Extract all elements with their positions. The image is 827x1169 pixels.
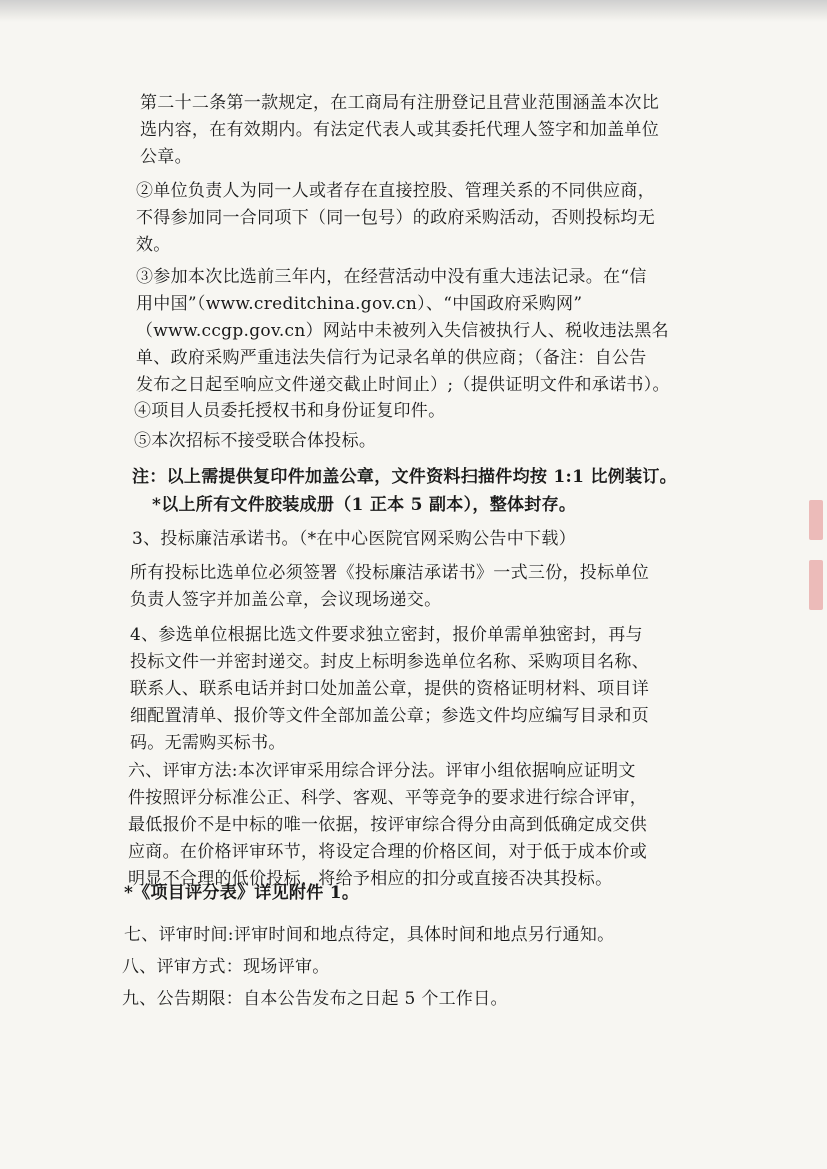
section-7-review-time: 七、评审时间:评审时间和地点待定，具体时间和地点另行通知。 <box>124 925 615 945</box>
scoring-table-note: *《项目评分表》详见附件 1。 <box>124 883 360 903</box>
item-4-paragraph: ④项目人员委托授权书和身份证复印件。 <box>134 401 446 421</box>
section-3-body: 所有投标比选单位必须签署《投标廉洁承诺书》一式三份，投标单位 负责人签字并加盖公章，会议现场递交。 <box>130 563 649 610</box>
section-9-notice-period: 九、公告期限：自本公告发布之日起 5 个工作日。 <box>122 989 508 1009</box>
section-6-review-method: 六、评审方法:本次评审采用综合评分法。评审小组依据响应证明文 件按照评分标准公正、科学、客观、平等竞争的要求进行综合评审， 最低报价不是中标的唯一依据，按评审综合得分由高到低确定成交供 应商。在价格评审环节，将设定合理的价格区间，对于低于成本价或 明显不合理的低价投标，将给予相应的扣分或直接否决其投标。 <box>128 761 647 889</box>
note-binding-paragraph: *以上所有文件胶装成册（1 正本 5 副本），整体封存。 <box>152 495 577 515</box>
item-2-paragraph: ②单位负责人为同一人或者存在直接控股、管理关系的不同供应商， 不得参加同一合同项下（同一包号）的政府采购活动，否则投标均无 效。 <box>136 181 655 255</box>
section-8-review-mode: 八、评审方式：现场评审。 <box>122 957 330 977</box>
stamp-fragment <box>809 500 823 540</box>
section-3-heading: 3、投标廉洁承诺书。（*在中心医院官网采购公告中下载） <box>132 529 576 549</box>
qualification-clause-paragraph: 第二十二条第一款规定，在工商局有注册登记且营业范围涵盖本次比 选内容，在有效期内。有法定代表人或其委托代理人签字和加盖单位 公章。 <box>140 93 659 167</box>
stamp-fragment <box>809 560 823 610</box>
section-4-paragraph: 4、参选单位根据比选文件要求独立密封，报价单需单独密封，再与 投标文件一并密封递交。封皮上标明参选单位名称、采购项目名称、 联系人、联系电话并封口处加盖公章，提供的资格证明材料、项目详 细配置清单、报价等文件全部加盖公章；参选文件均应编写目录和页 码。无需购买标书。 <box>130 625 649 753</box>
item-3-paragraph: ③参加本次比选前三年内，在经营活动中没有重大违法记录。在“信 用中国”（www.creditchina.gov.cn）、“中国政府采购网” （www.ccgp.gov.cn）网站中未被列入失信被执行人、税收违法黑名 单、政府采购严重违法失信行为记录名单的供应商；（备注：自公告 发布之日起至响应文件递交截止时间止）;（提供证明文件和承诺书）。 <box>136 267 670 395</box>
note-copies-paragraph: 注：以上需提供复印件加盖公章，文件资料扫描件均按 1:1 比例装订。 <box>132 467 677 487</box>
item-5-paragraph: ⑤本次招标不接受联合体投标。 <box>134 431 377 451</box>
